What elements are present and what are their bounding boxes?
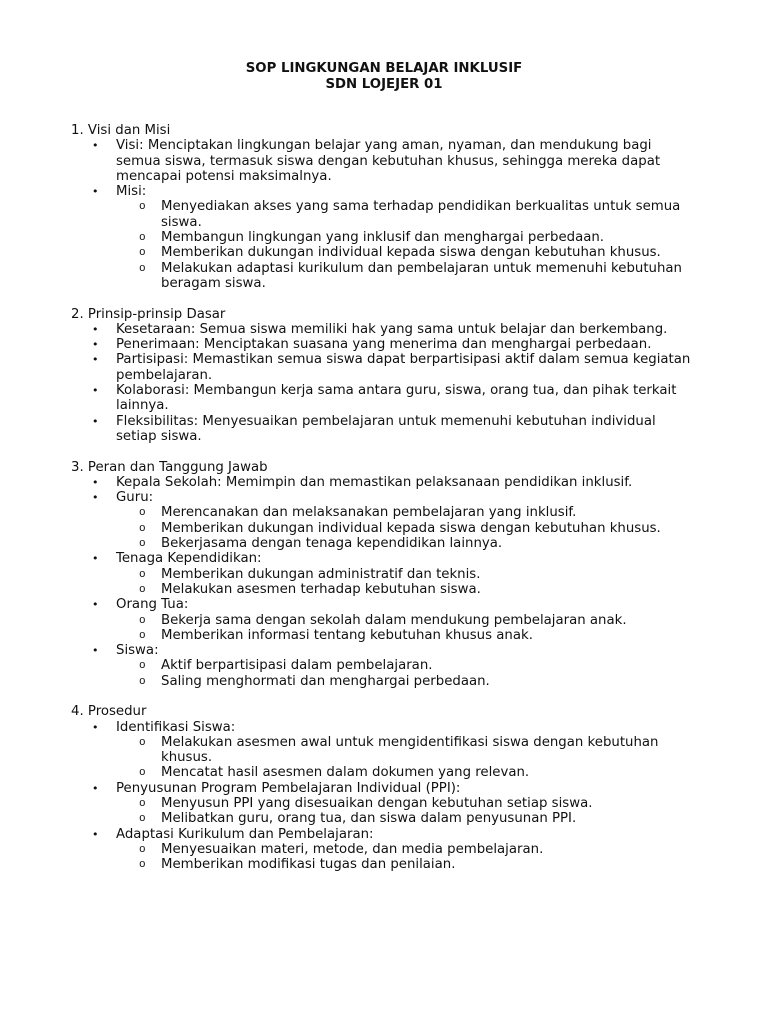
sub-list-item-text: Saling menghormati dan menghargai perbedaan. <box>161 673 490 689</box>
list-item-text: Visi: Menciptakan lingkungan belajar yang aman, nyaman, dan mendukung bagi semua siswa, termasuk siswa dengan kebutuhan khusus, sehingga mereka dapat mencapai potensi maksimalnya. <box>116 138 661 184</box>
section <box>0 123 768 291</box>
list-item-text: Kolaborasi: Membangun kerja sama antara guru, siswa, orang tua, dan pihak terkait lainnya. <box>116 383 677 414</box>
sub-list <box>116 567 696 598</box>
bullet-icon: • <box>92 475 99 489</box>
title-line-1: SOP LINGKUNGAN BELAJAR INKLUSIF <box>245 61 523 76</box>
bullet-icon: • <box>92 644 99 658</box>
circle-bullet-icon: o <box>139 583 146 596</box>
sub-list-item <box>116 811 711 826</box>
sub-list-item-text: Merencanakan dan melaksanakan pembelajaran yang inklusif. <box>161 505 577 521</box>
circle-bullet-icon: o <box>139 522 146 535</box>
sub-list-item-text: Bekerja sama dengan sekolah dalam mendukung pembelajaran anak. <box>161 612 627 628</box>
circle-bullet-icon: o <box>139 568 146 581</box>
sub-list-item <box>116 674 711 689</box>
bullet-icon: • <box>92 338 99 352</box>
list-item <box>0 490 696 551</box>
list-item <box>0 475 696 490</box>
bullet-icon: • <box>92 185 99 199</box>
sub-list-item <box>116 857 711 872</box>
sub-list-item <box>116 521 711 536</box>
circle-bullet-icon: o <box>139 262 146 275</box>
bullet-icon: • <box>92 414 99 428</box>
sub-list-item <box>116 505 711 520</box>
bullet-icon: • <box>92 552 99 566</box>
sub-list-item-text: Bekerjasama dengan tenaga kependidikan lainnya. <box>161 536 503 552</box>
list-item-text: Kepala Sekolah: Memimpin dan memastikan pelaksanaan pendidikan inklusif. <box>116 474 633 490</box>
section-heading: 4. Prosedur <box>71 704 147 720</box>
sub-list <box>116 199 696 291</box>
list-item <box>0 720 696 781</box>
sub-list-item-text: Melakukan adaptasi kurikulum dan pembelajaran untuk memenuhi kebutuhan beragam siswa. <box>161 260 682 291</box>
list-item <box>0 337 696 352</box>
sub-list-item-text: Melibatkan guru, orang tua, dan siswa dalam penyusunan PPI. <box>161 811 577 827</box>
sub-list-item <box>116 842 711 857</box>
sub-list-item <box>116 199 711 230</box>
sub-list-item-text: Aktif berpartisipasi dalam pembelajaran. <box>161 658 433 674</box>
list-item <box>0 383 696 414</box>
sub-list-item <box>116 765 711 780</box>
bullet-list <box>0 475 768 689</box>
sub-list-item <box>116 613 711 628</box>
list-item-text: Penyusunan Program Pembelajaran Individual (PPI): <box>116 780 461 796</box>
sub-list-item <box>116 796 711 811</box>
bullet-icon: • <box>92 353 99 367</box>
sub-list-item-text: Membangun lingkungan yang inklusif dan menghargai perbedaan. <box>161 230 605 246</box>
sub-list-item <box>116 245 711 260</box>
sub-list-item <box>116 582 711 597</box>
circle-bullet-icon: o <box>139 859 146 872</box>
sub-list <box>116 796 696 827</box>
circle-bullet-icon: o <box>139 201 146 214</box>
list-item-text: Adaptasi Kurikulum dan Pembelajaran: <box>116 826 374 842</box>
list-item <box>0 643 696 689</box>
bullet-icon: • <box>92 384 99 398</box>
list-item <box>0 322 696 337</box>
sub-list-item <box>116 261 711 292</box>
circle-bullet-icon: o <box>139 843 146 856</box>
sub-list-item-text: Menyesuaikan materi, metode, dan media pembelajaran. <box>161 841 544 857</box>
list-item-text: Identifikasi Siswa: <box>116 719 236 735</box>
list-item <box>0 184 696 291</box>
list-item <box>0 827 696 873</box>
sub-list-item-text: Memberikan modifikasi tugas dan penilaian. <box>161 857 456 873</box>
section-heading: 1. Visi dan Misi <box>71 123 171 138</box>
sub-list <box>116 842 696 873</box>
circle-bullet-icon: o <box>139 660 146 673</box>
section <box>0 704 768 872</box>
sub-list-item <box>116 628 711 643</box>
sub-list <box>116 613 696 644</box>
list-item <box>0 138 696 184</box>
sub-list-item-text: Melakukan asesmen awal untuk mengidentifikasi siswa dengan kebutuhan khusus. <box>161 734 659 766</box>
sub-list-item-text: Melakukan asesmen terhadap kebutuhan siswa. <box>161 581 481 597</box>
bullet-list <box>0 720 768 873</box>
circle-bullet-icon: o <box>139 798 146 811</box>
list-item-text: Kesetaraan: Semua siswa memiliki hak yang sama untuk belajar dan berkembang. <box>116 321 668 337</box>
list-item <box>0 414 696 445</box>
circle-bullet-icon: o <box>139 736 146 749</box>
sub-list-item <box>116 658 711 673</box>
bullet-icon: • <box>92 781 99 795</box>
bullet-list <box>0 322 768 444</box>
list-item-text: Guru: <box>116 490 154 506</box>
list-item <box>0 551 696 597</box>
list-item-text: Misi: <box>116 184 147 200</box>
circle-bullet-icon: o <box>139 232 146 245</box>
sub-list-item <box>116 567 711 582</box>
sub-list-item-text: Memberikan dukungan individual kepada siswa dengan kebutuhan khusus. <box>161 520 661 536</box>
list-item-text: Siswa: <box>116 643 159 659</box>
circle-bullet-icon: o <box>139 507 146 520</box>
list-item <box>0 597 696 643</box>
sub-list <box>116 658 696 689</box>
circle-bullet-icon: o <box>139 247 146 260</box>
list-item <box>0 352 696 383</box>
section <box>0 307 768 445</box>
title-line-2: SDN LOJEJER 01 <box>325 76 443 92</box>
document-title <box>0 61 768 92</box>
sub-list <box>116 505 696 551</box>
section-heading: 3. Peran dan Tanggung Jawab <box>71 459 268 475</box>
bullet-icon: • <box>92 491 99 505</box>
section <box>0 460 768 689</box>
list-item-text: Penerimaan: Menciptakan suasana yang menerima dan menghargai perbedaan. <box>116 337 652 353</box>
list-item <box>0 781 696 827</box>
sub-list-item-text: Memberikan informasi tentang kebutuhan khusus anak. <box>161 627 533 643</box>
section-heading: 2. Prinsip-prinsip Dasar <box>71 306 226 322</box>
sub-list-item <box>116 536 711 551</box>
circle-bullet-icon: o <box>139 629 146 642</box>
bullet-icon: • <box>92 322 99 336</box>
circle-bullet-icon: o <box>139 538 146 551</box>
sub-list <box>116 735 696 781</box>
list-item-text: Partisipasi: Memastikan semua siswa dapat berpartisipasi aktif dalam semua kegiatan pembelajaran. <box>116 352 691 383</box>
bullet-list <box>0 138 768 291</box>
list-item-text: Orang Tua: <box>116 597 189 613</box>
sub-list-item-text: Menyediakan akses yang sama terhadap pendidikan berkualitas untuk semua siswa. <box>161 199 681 230</box>
sub-list-item-text: Mencatat hasil asesmen dalam dokumen yang relevan. <box>161 765 530 781</box>
sub-list-item-text: Menyusun PPI yang disesuaikan dengan kebutuhan setiap siswa. <box>161 796 593 812</box>
sub-list-item <box>116 230 711 245</box>
circle-bullet-icon: o <box>139 614 146 627</box>
circle-bullet-icon: o <box>139 675 146 688</box>
bullet-icon: • <box>92 720 99 734</box>
circle-bullet-icon: o <box>139 767 146 780</box>
list-item-text: Fleksibilitas: Menyesuaikan pembelajaran untuk memenuhi kebutuhan individual setiap siswa. <box>116 413 656 444</box>
sub-list-item-text: Memberikan dukungan individual kepada siswa dengan kebutuhan khusus. <box>161 245 661 261</box>
sub-list-item-text: Memberikan dukungan administratif dan teknis. <box>161 566 481 582</box>
sub-list-item <box>116 735 711 766</box>
circle-bullet-icon: o <box>139 813 146 826</box>
list-item-text: Tenaga Kependidikan: <box>116 551 262 567</box>
bullet-icon: • <box>92 827 99 841</box>
bullet-icon: • <box>92 598 99 612</box>
document-body <box>0 123 768 888</box>
bullet-icon: • <box>92 139 99 153</box>
